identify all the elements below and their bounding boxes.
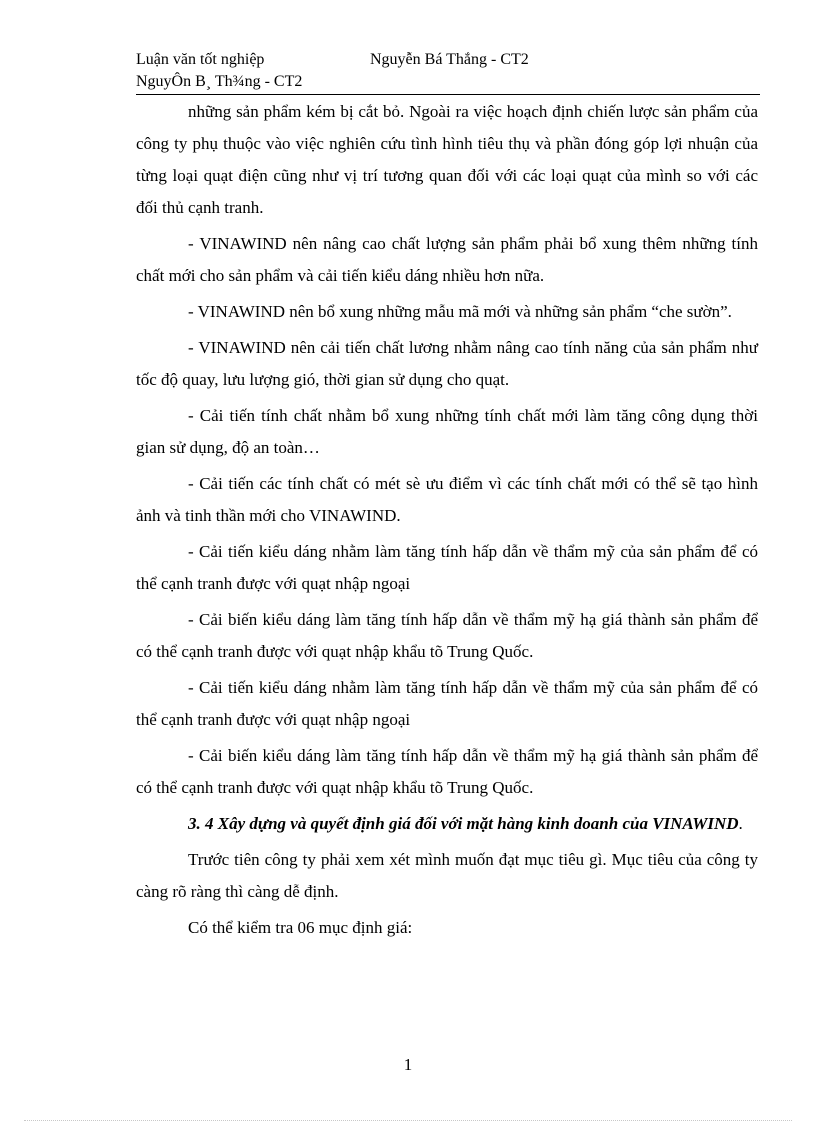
paragraph: - Cải tiến kiểu dáng nhằm làm tăng tính hấp dẫn về thẩm mỹ của sản phẩm để có thể cạnh tranh được với quạt nhập ngoại — [136, 542, 758, 593]
paragraph: - VINAWIND nên bổ xung những mẫu mã mới và những sản phẩm “che sườn”. — [188, 302, 732, 321]
document-body — [136, 96, 758, 944]
section-heading — [136, 808, 758, 840]
paragraph: - VINAWIND nên cải tiến chất lương nhằm nâng cao tính năng của sản phẩm như tốc độ quay, lưu lượng gió, thời gian sử dụng cho quạt. — [136, 338, 758, 389]
paragraph: - Cải biến kiểu dáng làm tăng tính hấp dẫn về thẩm mỹ hạ giá thành sản phẩm để có thể cạnh tranh được với quạt nhập khẩu tõ Trung Quốc. — [136, 746, 758, 797]
page-number: 1 — [403, 1055, 413, 1074]
paragraph: - Cải tiến kiểu dáng nhằm làm tăng tính hấp dẫn về thẩm mỹ của sản phẩm để có thể cạnh tranh được với quạt nhập ngoại — [136, 678, 758, 729]
thesis-label: Luận văn tốt nghiệp — [136, 51, 265, 68]
author-name: Nguyễn Bá Thắng - CT2 — [370, 51, 529, 68]
author-name-garbled: NguyÔn B¸ Th¾ng - CT2 — [136, 73, 303, 90]
paragraph: Có thể kiểm tra 06 mục định giá: — [188, 918, 413, 937]
section-heading-period: . — [738, 814, 743, 833]
paragraph: - Cải biến kiểu dáng làm tăng tính hấp dẫn về thẩm mỹ hạ giá thành sản phẩm để có thể cạnh tranh được với quạt nhập khẩu tõ Trung Quốc. — [136, 610, 758, 661]
page-bottom-border — [24, 1120, 792, 1121]
paragraph: Trước tiên công ty phải xem xét mình muốn đạt mục tiêu gì. Mục tiêu của công ty càng rõ ràng thì càng dễ định. — [136, 850, 758, 901]
header-rule — [136, 94, 760, 95]
section-heading-text: 3. 4 Xây dựng và quyết định giá đối với mặt hàng kinh doanh của VINAWIND — [188, 814, 739, 833]
page-header — [136, 50, 760, 94]
paragraph: - VINAWIND nên nâng cao chất lượng sản phẩm phải bổ xung thêm những tính chất mới cho sản phẩm và cải tiến kiểu dáng nhiều hơn nữa. — [136, 234, 758, 285]
paragraph: - Cải tiến các tính chất có mét sè ưu điểm vì các tính chất mới có thể sẽ tạo hình ảnh và tinh thần mới cho VINAWIND. — [136, 474, 758, 525]
paragraph: những sản phẩm kém bị cắt bỏ. Ngoài ra việc hoạch định chiến lược sản phẩm của công ty phụ thuộc vào việc nghiên cứu tình hình tiêu thụ và phần đóng góp lợi nhuận của từng loại quạt điện cũng như vị trí tương quan đối với các loại quạt của mình so với các đối thủ cạnh tranh. — [136, 102, 758, 217]
paragraph: - Cải tiến tính chất nhằm bổ xung những tính chất mới làm tăng công dụng thời gian sử dụng, độ an toàn… — [136, 406, 758, 457]
